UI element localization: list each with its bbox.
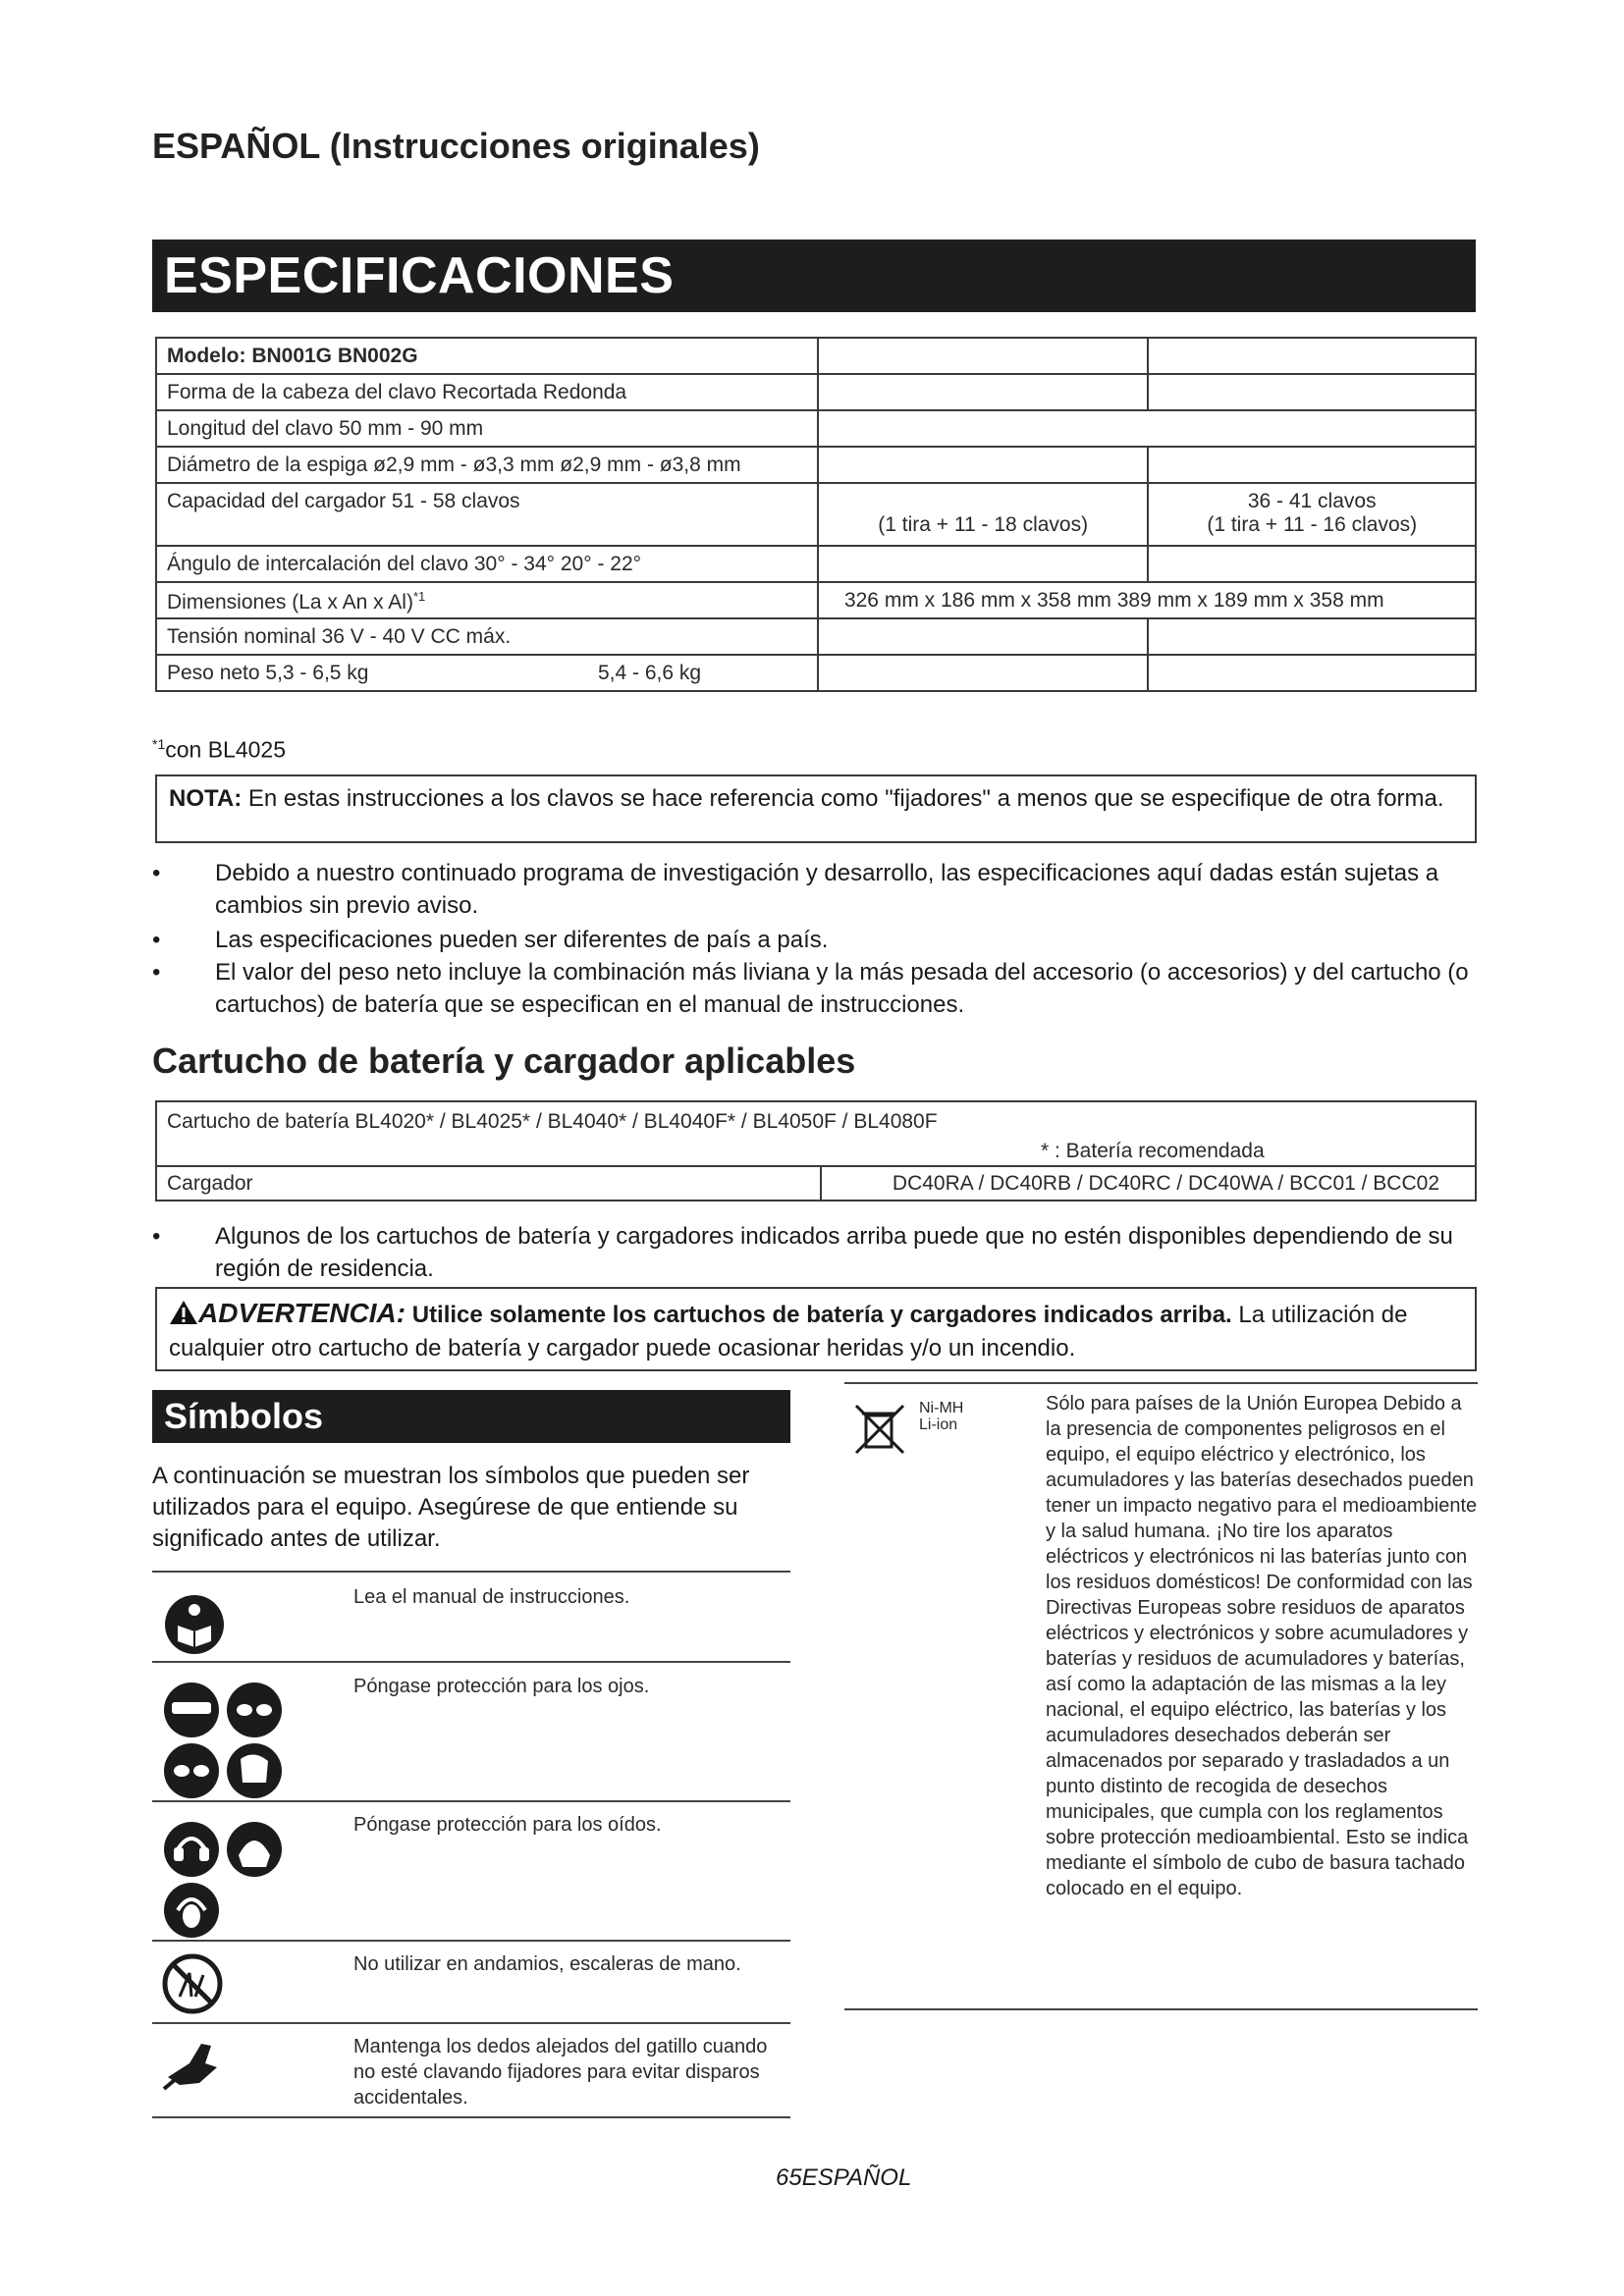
weee-chem-label-2: Li-ion [919, 1416, 958, 1433]
battery-cartridges-label: Cartucho de batería BL4020* / BL4025* / BL4040* / BL4040F* / BL4050F / BL4080F [167, 1110, 938, 1133]
weee-text: Sólo para países de la Unión Europea Debido a la presencia de componentes peligrosos en el equipo, el equipo eléctrico y electrónico, los acumuladores y las baterías desechados pueden tener un impacto negativo para el medioambiente y la salud humana. ¡No tire los aparatos eléctricos y electrónicos ni las baterías junto con los residuos domésticos! De conformidad con las Directivas Europeas sobre residuos de aparatos eléctricos y electrónicos y sobre acumuladores y baterías y residuos de acumuladores y baterías, así como la adaptación de las mismas a la ley nacional, el equipo eléctrico, las baterías y los acumuladores desechados deberán ser almacenados por separado y trasladados a un punto distinto de recogida de desechos municipales, que cumpla con los reglamentos sobre protección medioambiental. Esto se indica mediante el símbolo de cubo de basura tachado colocado en el equipo. [1046, 1393, 1478, 1899]
list-item [152, 1220, 1478, 1285]
eye-protection-icon [162, 1681, 284, 1800]
table-row [156, 1166, 1476, 1201]
table-row [156, 655, 1476, 691]
warning-title: ADVERTENCIA: [198, 1298, 406, 1328]
list-item [152, 924, 1478, 956]
bullet-text: Algunos de los cartuchos de batería y cargadores indicados arriba puede que no estén disponibles dependiendo de su región de residencia. [215, 1223, 1453, 1282]
divider [844, 2008, 1478, 2010]
crossed-bin-icon [852, 1402, 907, 1457]
divider [152, 2022, 790, 2024]
table-row [156, 447, 1476, 483]
bullet-dot: • [152, 860, 161, 886]
capacity-b-count: 36 - 41 clavos [1247, 490, 1377, 512]
bullet-text: Debido a nuestro continuado programa de investigación y desarrollo, las especificaciones aquí dadas están sujetas a cambios sin previo aviso. [215, 860, 1439, 919]
capacity-a-text: (1 tira + 11 - 18 clavos) [878, 513, 1089, 536]
ear-protection-icon [162, 1820, 284, 1940]
table-row [156, 374, 1476, 410]
divider [152, 2116, 790, 2118]
bullet-dot: • [152, 1223, 161, 1250]
warning-box [155, 1287, 1477, 1371]
specifications-banner: ESPECIFICACIONES [152, 240, 1476, 312]
page-language-title: ESPAÑOL (Instrucciones originales) [152, 126, 760, 166]
divider [844, 1382, 1478, 1384]
battery-heading: Cartucho de batería y cargador aplicables [152, 1041, 856, 1081]
spec-model: Modelo: BN001G BN002G [156, 338, 818, 374]
charger-label: Cargador [156, 1166, 821, 1201]
divider [152, 1800, 790, 1802]
read-manual-icon [162, 1592, 227, 1657]
bullet-dot: • [152, 927, 161, 953]
spec-cell [1148, 655, 1476, 691]
table-row [156, 618, 1476, 655]
capacity-b-strip: (1 tira + 11 - 16 clavos) [1207, 513, 1418, 536]
table-row [156, 1101, 1476, 1166]
spec-cell [818, 374, 1149, 410]
bullet-text: Las especificaciones pueden ser diferentes de país a país. [215, 927, 829, 953]
table-row [156, 483, 1476, 546]
symbols-banner: Símbolos [152, 1390, 790, 1443]
no-scaffold-icon [162, 1953, 223, 2014]
spec-cell [818, 410, 1476, 447]
footnote [152, 736, 286, 764]
spec-dimensions [156, 582, 818, 618]
spec-cell [818, 447, 1149, 483]
specifications-table [155, 337, 1477, 692]
spec-cell [1148, 374, 1476, 410]
spec-cell [818, 546, 1149, 582]
spec-capacity-a [818, 483, 1149, 546]
bullet-dot: • [152, 959, 161, 986]
battery-cartridges [156, 1101, 1476, 1166]
spec-nail-length: Longitud del clavo 50 mm - 90 mm [156, 410, 818, 447]
spec-magazine-capacity: Capacidad del cargador 51 - 58 clavos [156, 483, 818, 546]
spec-cell [818, 655, 1149, 691]
symbol-text-read-manual: Lea el manual de instrucciones. [353, 1586, 630, 1608]
spec-cell [818, 338, 1149, 374]
footnote-text: con BL4025 [165, 736, 287, 763]
spec-net-weight [156, 655, 818, 691]
spec-rated-voltage: Tensión nominal 36 V - 40 V CC máx. [156, 618, 818, 655]
net-weight-b: 5,4 - 6,6 kg [598, 662, 702, 684]
spec-dimensions-value: 326 mm x 186 mm x 358 mm 389 mm x 189 mm x 358 mm [818, 582, 1476, 618]
table-row [156, 410, 1476, 447]
table-row [156, 582, 1476, 618]
divider [152, 1940, 790, 1942]
spec-cell [1148, 447, 1476, 483]
warning-text: La utilización de cualquier otro cartucho de batería y cargador puede ocasionar heridas y/o un incendio. [169, 1302, 1408, 1362]
symbol-text-ear-protection: Póngase protección para los oídos. [353, 1814, 662, 1836]
note-box [155, 774, 1477, 843]
dimensions-footnote-mark: *1 [412, 589, 426, 604]
list-item [152, 857, 1478, 922]
footnote-mark: *1 [152, 736, 166, 752]
spec-head-shape: Forma de la cabeza del clavo Recortada Redonda [156, 374, 818, 410]
symbol-text-finger-trigger: Mantenga los dedos alejados del gatillo cuando no esté clavando fijadores para evitar disparos accidentales. [353, 2036, 768, 2109]
divider [152, 1661, 790, 1663]
table-row [156, 338, 1476, 374]
finger-trigger-icon [162, 2034, 225, 2093]
spec-cell [1148, 546, 1476, 582]
bullet-text: El valor del peso neto incluye la combinación más liviana y la más pesada del accesorio (o accesorios) y del cartucho (o cartuchos) de batería que se especifican en el manual de instrucciones. [215, 959, 1469, 1018]
battery-table [155, 1100, 1477, 1201]
spec-collation-angle: Ángulo de intercalación del clavo 30° - 34° 20° - 22° [156, 546, 818, 582]
warning-bold-text: Utilice solamente los cartuchos de batería y cargadores indicados arriba. [406, 1302, 1232, 1328]
note-label: NOTA: [169, 785, 243, 812]
dimensions-label: Dimensiones (La x An x Al) [167, 591, 413, 614]
charger-models: DC40RA / DC40RB / DC40RC / DC40WA / BCC01 / BCC02 [821, 1166, 1476, 1201]
note-text: En estas instrucciones a los clavos se hace referencia como "fijadores" a menos que se especifique de otra forma. [242, 785, 1444, 812]
net-weight-a: Peso neto 5,3 - 6,5 kg [167, 662, 369, 684]
page-number: 65ESPAÑOL [776, 2164, 912, 2191]
weee-chem-label-1: Ni-MH [919, 1400, 964, 1416]
spec-cell [1148, 338, 1476, 374]
table-row [156, 546, 1476, 582]
warning-triangle-icon [169, 1300, 198, 1325]
symbol-text-eye-protection: Póngase protección para los ojos. [353, 1676, 650, 1697]
spec-shank-diameter: Diámetro de la espiga ø2,9 mm - ø3,3 mm ø2,9 mm - ø3,8 mm [156, 447, 818, 483]
spec-cell [1148, 618, 1476, 655]
divider [152, 1571, 790, 1573]
spec-capacity-b [1148, 483, 1476, 546]
symbols-intro: A continuación se muestran los símbolos que pueden ser utilizados para el equipo. Asegúrese de que entiende su significado antes de utilizar. [152, 1463, 750, 1552]
spec-cell [818, 618, 1149, 655]
list-item [152, 956, 1478, 1021]
symbol-text-no-scaffold: No utilizar en andamios, escaleras de mano. [353, 1953, 741, 1975]
battery-recommended-note: * : Batería recomendada [1041, 1140, 1265, 1162]
